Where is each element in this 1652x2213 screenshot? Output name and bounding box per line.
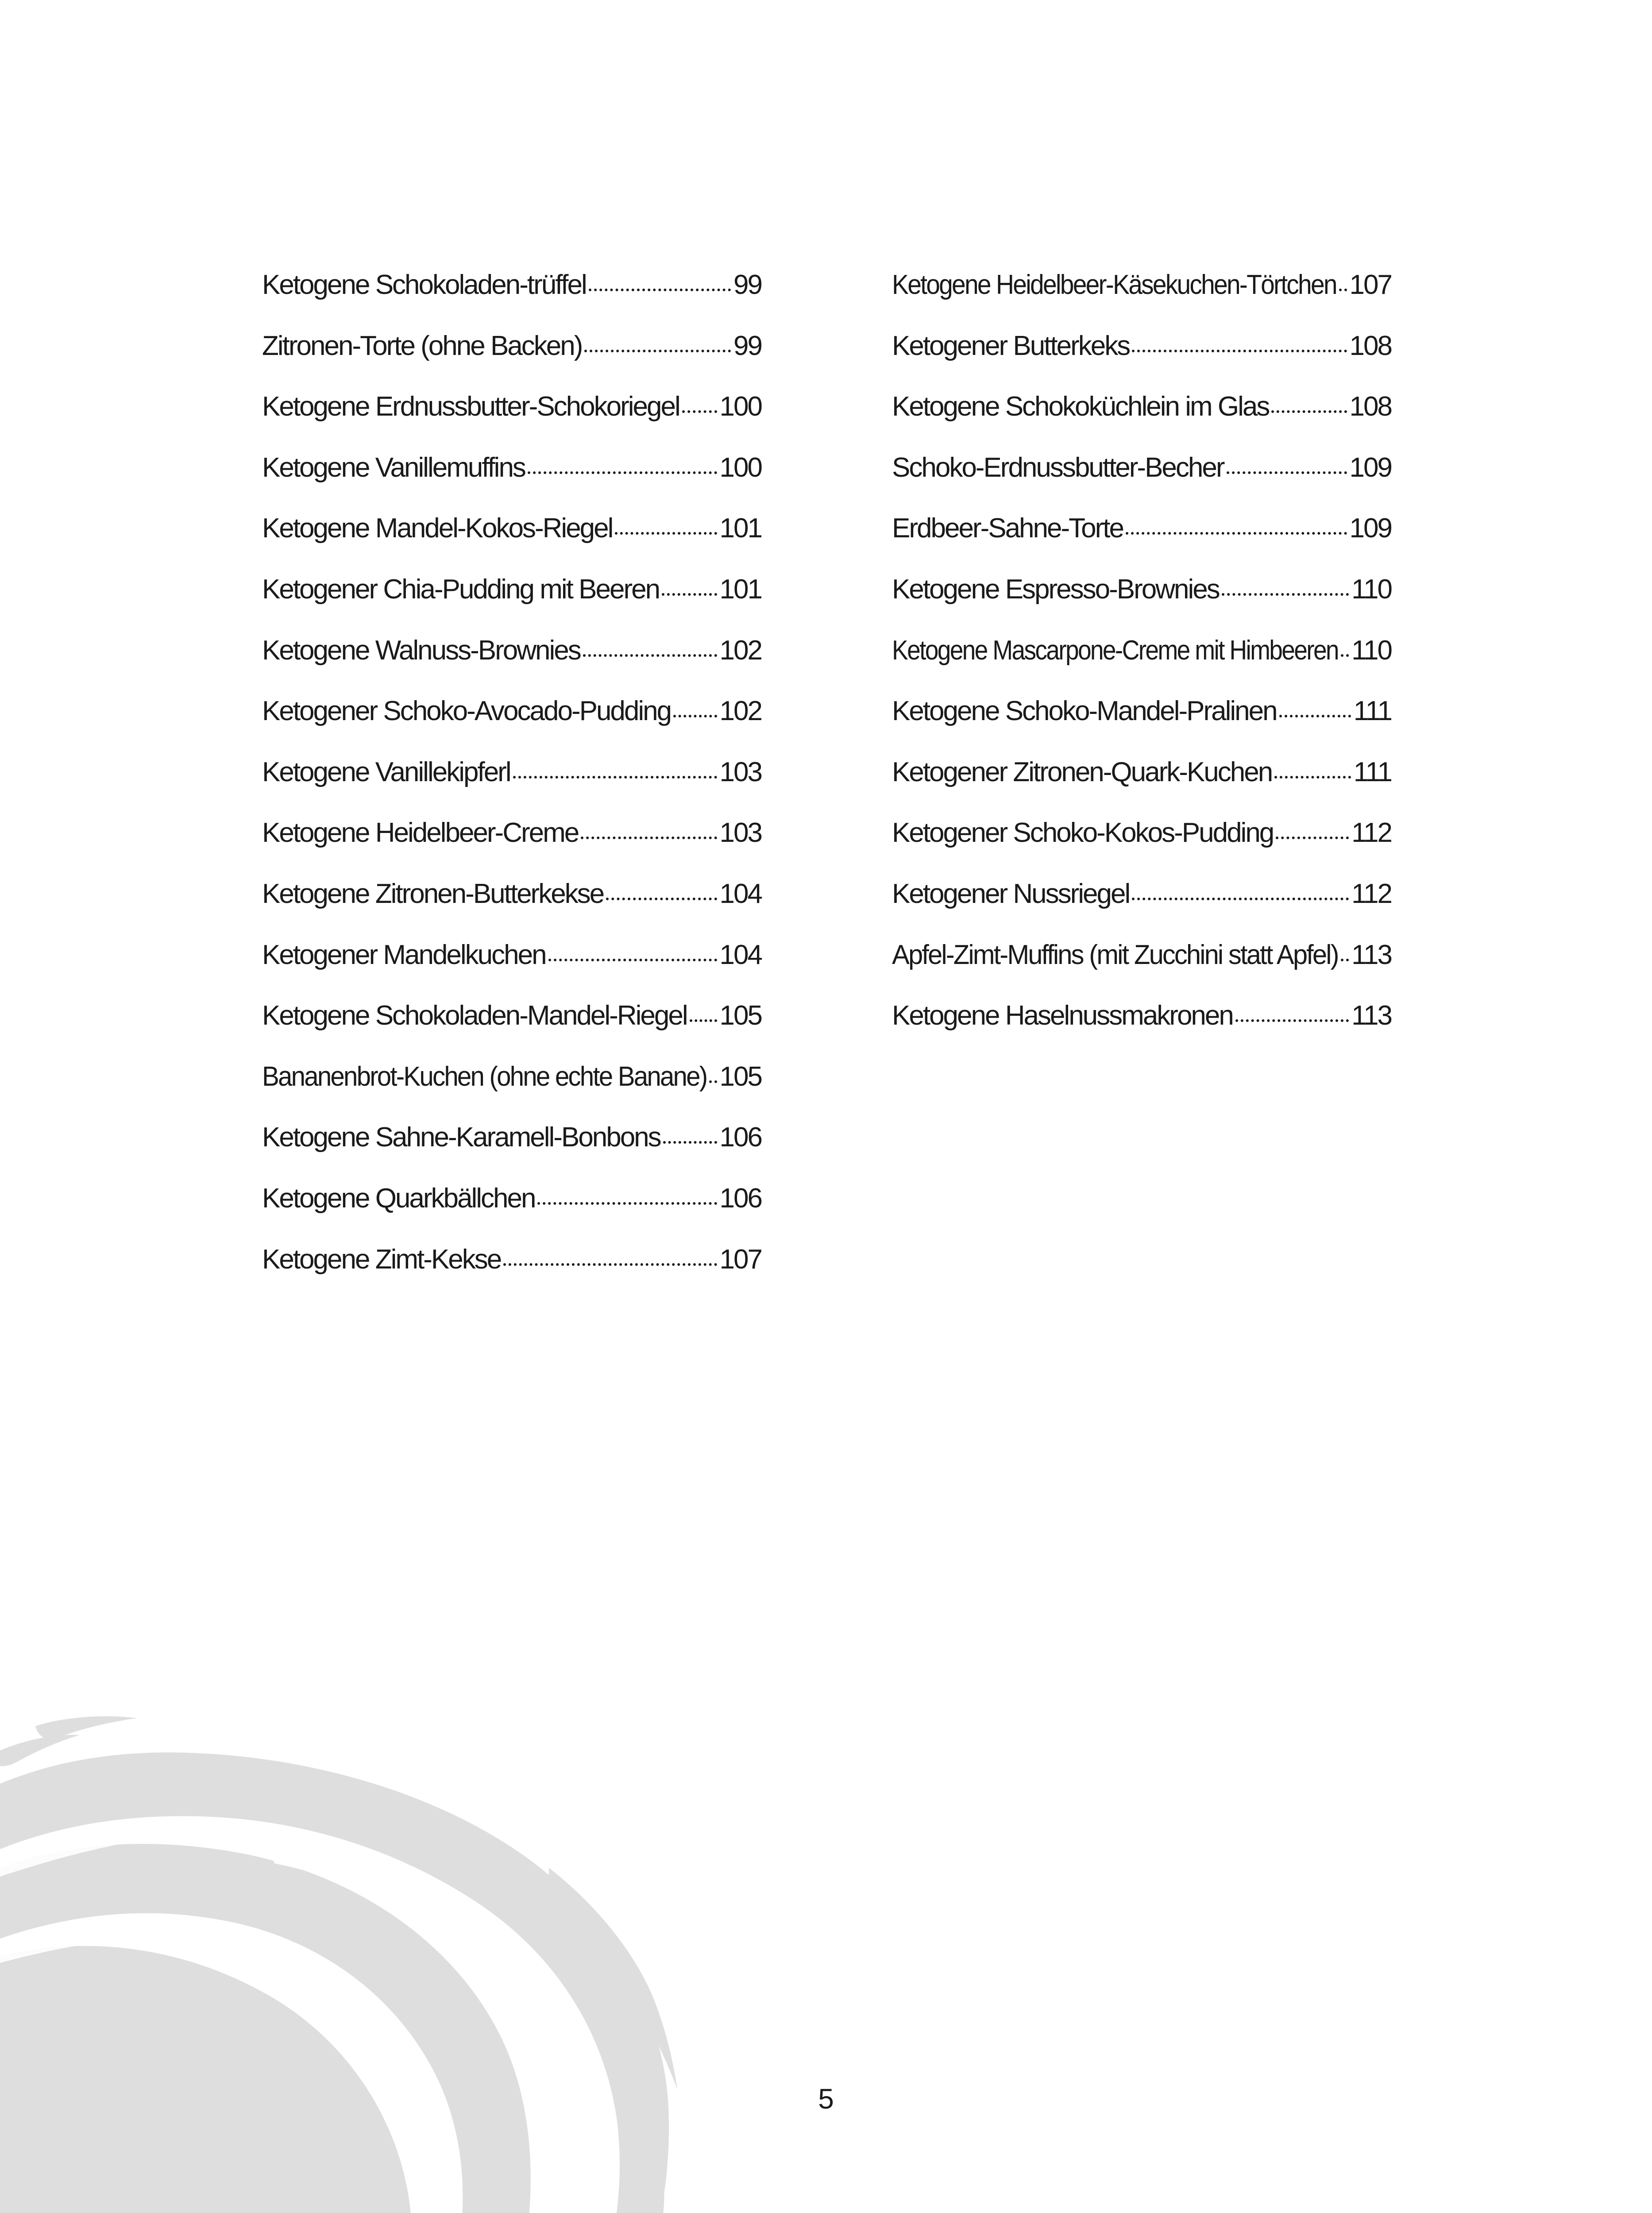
toc-entry-title: Ketogener Schoko-Avocado-Pudding — [262, 696, 671, 727]
toc-entry[interactable] — [262, 620, 761, 681]
toc-entry[interactable] — [262, 1107, 761, 1168]
toc-entry-page: 106 — [719, 1122, 761, 1153]
toc-entry[interactable] — [262, 742, 761, 803]
toc-entry-page: 110 — [1351, 635, 1391, 666]
toc-entry-page: 103 — [719, 756, 761, 787]
toc-entry-page: 108 — [1349, 391, 1391, 422]
toc-dot-leader — [1276, 837, 1349, 839]
toc-entry-page: 103 — [719, 817, 761, 848]
toc-entry[interactable] — [892, 985, 1391, 1046]
toc-entry[interactable] — [262, 316, 761, 377]
toc-entry[interactable] — [262, 254, 761, 316]
toc-entry-title: Ketogene Espresso-Brownies — [892, 574, 1219, 605]
toc-entry[interactable] — [262, 437, 761, 498]
toc-entry[interactable] — [892, 925, 1391, 986]
toc-dot-leader — [537, 1202, 717, 1205]
toc-entry[interactable] — [262, 802, 761, 864]
toc-entry-title: Ketogene Heidelbeer-Creme — [262, 817, 579, 848]
toc-dot-leader — [709, 1080, 717, 1083]
toc-entry-page: 110 — [1351, 574, 1391, 605]
toc-dot-leader — [673, 715, 717, 717]
toc-dot-leader — [589, 289, 731, 291]
toc-dot-leader — [1341, 959, 1349, 961]
toc-entry-title: Ketogener Nussriegel — [892, 878, 1130, 909]
toc-entry[interactable] — [262, 985, 761, 1046]
toc-entry[interactable] — [892, 376, 1391, 437]
toc-dot-leader — [583, 654, 717, 657]
toc-entry-title: Ketogene Sahne-Karamell-Bonbons — [262, 1122, 660, 1153]
toc-entry-page: 109 — [1349, 513, 1391, 544]
toc-entry-title: Ketogener Schoko-Kokos-Pudding — [892, 817, 1274, 848]
toc-entry-title: Ketogene Quarkbällchen — [262, 1183, 535, 1214]
toc-entry-page: 109 — [1349, 452, 1391, 483]
toc-entry[interactable] — [892, 864, 1391, 925]
toc-dot-leader — [662, 593, 717, 596]
toc-dot-leader — [1341, 654, 1349, 657]
toc-entry-title: Ketogener Chia-Pudding mit Beeren — [262, 574, 660, 605]
toc-entry-title: Ketogene Zitronen-Butterkekse — [262, 878, 604, 909]
toc-entry[interactable] — [262, 1168, 761, 1229]
toc-entry-page: 112 — [1351, 817, 1391, 848]
toc-entry-title: Ketogene Haselnussmakronen — [892, 1000, 1233, 1031]
toc-entry-title: Zitronen-Torte (ohne Backen) — [262, 330, 582, 361]
toc-entry-title: Ketogener Butterkeks — [892, 330, 1130, 361]
toc-dot-leader — [690, 1019, 717, 1022]
toc-entry[interactable] — [262, 1046, 761, 1107]
toc-entry-title: Ketogene Vanillemuffins — [262, 452, 525, 483]
toc-dot-leader — [548, 959, 717, 961]
toc-entry-title: Ketogene Schokoküchlein im Glas — [892, 391, 1269, 422]
toc-entry-title: Ketogene Mascarpone-Creme mit Himbeeren — [892, 635, 1338, 666]
toc-entry-page: 102 — [719, 696, 761, 727]
toc-entry-title: Apfel-Zimt-Muffins (mit Zucchini statt Apfel) — [892, 939, 1338, 970]
toc-entry-title: Ketogene Vanillekipferl — [262, 756, 510, 787]
toc-entry-page: 100 — [719, 391, 761, 422]
toc-entry[interactable] — [262, 559, 761, 620]
toc-dot-leader — [513, 776, 717, 779]
toc-entry-title: Ketogene Zimt-Kekse — [262, 1244, 501, 1275]
toc-entry-title: Ketogener Zitronen-Quark-Kuchen — [892, 756, 1272, 787]
toc-entry[interactable] — [892, 316, 1391, 377]
toc-entry[interactable] — [262, 376, 761, 437]
toc-entry[interactable] — [892, 681, 1391, 742]
toc-dot-leader — [1222, 593, 1349, 596]
toc-entry-page: 111 — [1353, 756, 1391, 787]
toc-entry[interactable] — [892, 559, 1391, 620]
toc-entry-title: Bananenbrot-Kuchen (ohne echte Banane) — [262, 1061, 707, 1092]
page-number: 5 — [818, 2083, 834, 2115]
toc-entry-page: 99 — [733, 270, 761, 300]
toc-entry-page: 113 — [1351, 1000, 1391, 1031]
toc-entry[interactable] — [892, 620, 1391, 681]
toc-entry[interactable] — [262, 681, 761, 742]
toc-entry-page: 112 — [1351, 878, 1391, 909]
toc-entry[interactable] — [262, 1229, 761, 1290]
toc-entry-title: Schoko-Erdnussbutter-Becher — [892, 452, 1224, 483]
toc-dot-leader — [615, 532, 717, 535]
toc-entry-title: Ketogene Schoko-Mandel-Pralinen — [892, 696, 1277, 727]
toc-entry-page: 101 — [719, 574, 761, 605]
toc-entry-page: 113 — [1351, 939, 1391, 970]
toc-entry-title: Ketogene Mandel-Kokos-Riegel — [262, 513, 613, 544]
toc-entry-page: 104 — [719, 939, 761, 970]
toc-entry-title: Erdbeer-Sahne-Torte — [892, 513, 1123, 544]
toc-right-column — [892, 254, 1391, 1046]
toc-entry-title: Ketogener Mandelkuchen — [262, 939, 546, 970]
toc-entry[interactable] — [262, 864, 761, 925]
toc-entry-page: 106 — [719, 1183, 761, 1214]
toc-dot-leader — [1132, 898, 1349, 900]
toc-entry[interactable] — [262, 925, 761, 986]
toc-dot-leader — [503, 1263, 717, 1266]
toc-dot-leader — [581, 837, 717, 839]
toc-entry-title: Ketogene Heidelbeer-Käsekuchen-Törtchen — [892, 270, 1336, 300]
toc-entry[interactable] — [892, 498, 1391, 559]
toc-entry-page: 102 — [719, 635, 761, 666]
toc-dot-leader — [1132, 350, 1347, 352]
toc-entry-page: 101 — [719, 513, 761, 544]
toc-entry-page: 99 — [733, 330, 761, 361]
toc-dot-leader — [1271, 410, 1347, 413]
toc-entry-page: 105 — [719, 1000, 761, 1031]
toc-entry-title: Ketogene Walnuss-Brownies — [262, 635, 580, 666]
toc-dot-leader — [1339, 289, 1347, 291]
toc-entry-page: 108 — [1349, 330, 1391, 361]
toc-entry-page: 111 — [1353, 696, 1391, 727]
toc-dot-leader — [1126, 532, 1347, 535]
toc-entry-page: 107 — [719, 1244, 761, 1275]
toc-entry[interactable] — [892, 437, 1391, 498]
toc-entry-title: Ketogene Erdnussbutter-Schokoriegel — [262, 391, 679, 422]
toc-entry[interactable] — [892, 802, 1391, 864]
toc-dot-leader — [606, 898, 717, 900]
toc-entry[interactable] — [892, 742, 1391, 803]
toc-dot-leader — [1274, 776, 1351, 779]
ink-brush-circle-icon — [0, 1708, 691, 2213]
toc-dot-leader — [663, 1141, 717, 1144]
toc-left-column — [262, 254, 761, 1290]
toc-dot-leader — [1227, 471, 1347, 474]
toc-dot-leader — [528, 471, 717, 474]
toc-entry[interactable] — [262, 498, 761, 559]
toc-entry-title: Ketogene Schokoladen-Mandel-Riegel — [262, 1000, 687, 1031]
toc-dot-leader — [1279, 715, 1351, 717]
toc-entry-page: 105 — [719, 1061, 761, 1092]
toc-entry-page: 107 — [1349, 270, 1391, 300]
toc-entry-page: 104 — [719, 878, 761, 909]
toc-dot-leader — [1235, 1019, 1349, 1022]
toc-dot-leader — [682, 410, 717, 413]
toc-entry-page: 100 — [719, 452, 761, 483]
toc-entry-title: Ketogene Schokoladen-trüffel — [262, 270, 586, 300]
toc-entry[interactable] — [892, 254, 1391, 316]
toc-dot-leader — [584, 350, 731, 352]
